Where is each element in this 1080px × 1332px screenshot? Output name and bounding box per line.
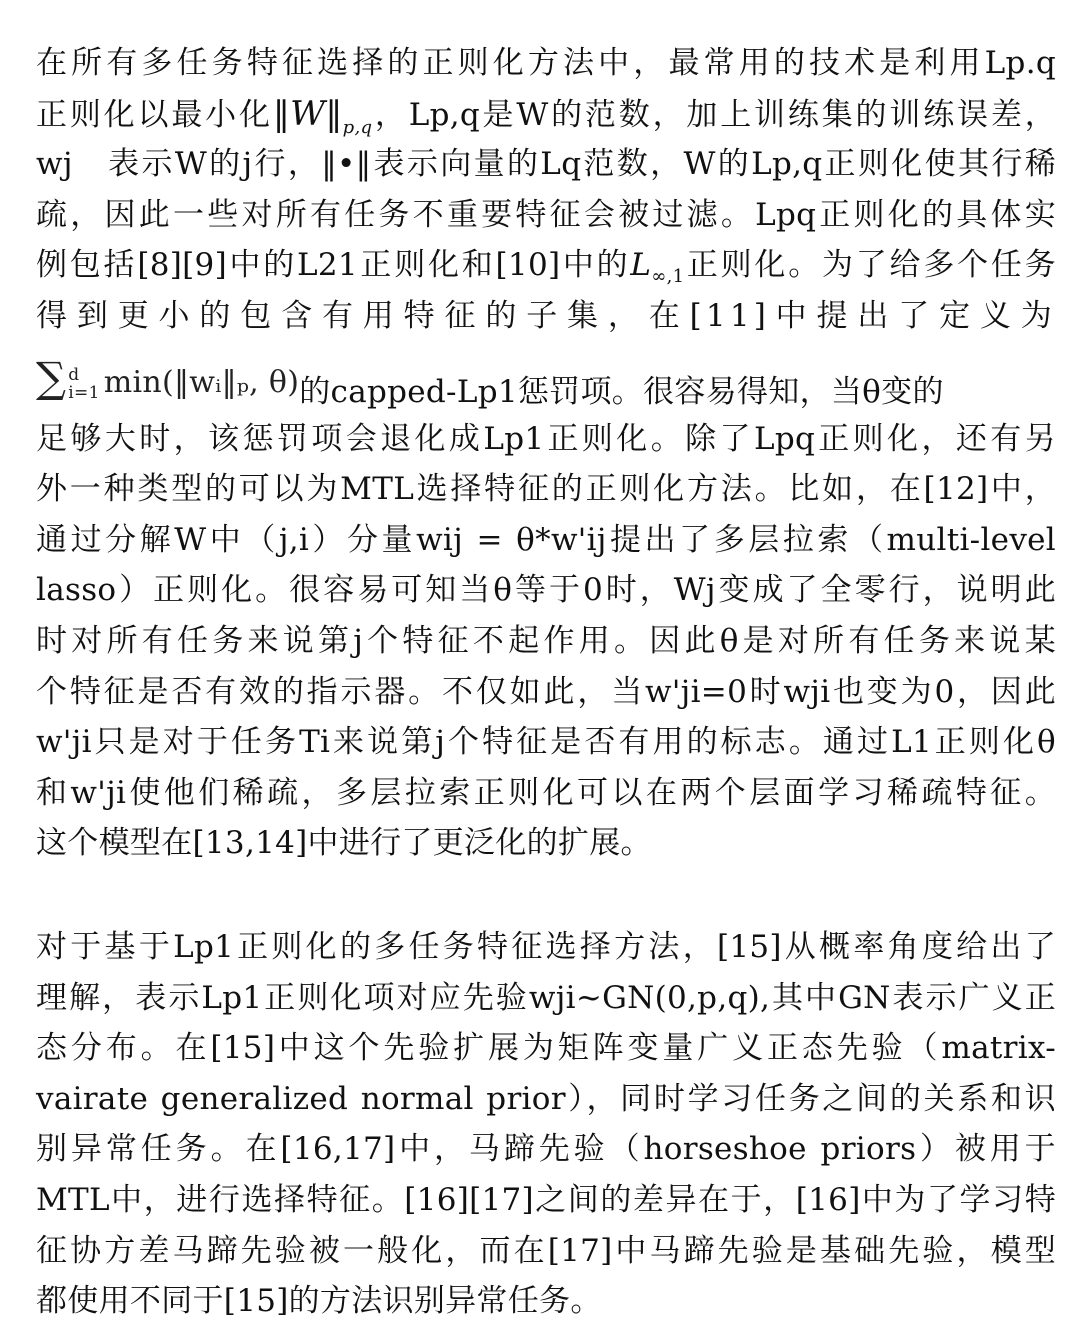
linf-formula	[630, 247, 685, 288]
text-line: 通过分解W中（j,i）分量wij = θ*w'ij提出了多层拉索（multi-level	[36, 521, 1056, 558]
text-line: 对于基于Lp1正则化的多任务特征选择方法，[15]从概率角度给出了	[36, 929, 1056, 965]
sum-formula	[36, 352, 300, 403]
text-line: 都使用不同于[15]的方法识别异常任务。	[36, 1283, 602, 1320]
text-fragment: ，Lp,q是W的范数，加上训练集的训练误差，	[372, 96, 1056, 133]
sigma-symbol: ∑	[36, 352, 67, 402]
text-fragment: 的capped-Lp1惩罚项。很容易得知，当θ变的	[299, 373, 944, 410]
text-line: 态分布。在[15]中这个先验扩展为矩阵变量广义正态先验（matrix-	[36, 1030, 1056, 1067]
text-line: wj 表示W的j行，‖•‖表示向量的Lq范数，W的Lp,q正则化使其行稀	[36, 146, 1056, 183]
paragraph-1	[36, 38, 1056, 869]
paragraph-2	[36, 922, 1056, 1327]
text-line	[36, 89, 1056, 140]
text-line: 在所有多任务特征选择的正则化方法中，最常用的技术是利用Lp.q	[36, 45, 1056, 81]
norm-subscript: p,q	[342, 116, 373, 138]
sum-lower-limit: i=1	[68, 382, 100, 403]
text-line: 这个模型在[13,14]中进行了更泛化的扩展。	[36, 825, 652, 862]
sum-limits	[68, 366, 99, 402]
text-line: 理解，表示Lp1正则化项对应先验wji~GN(0,p,q),其中GN表示广义正	[36, 979, 1056, 1016]
text-line: 足够大时，该惩罚项会退化成Lp1正则化。除了Lpq正则化，还有另	[36, 420, 1056, 457]
norm-formula	[272, 93, 373, 138]
text-line: 和w'ji使他们稀疏，多层拉索正则化可以在两个层面学习稀疏特征。	[36, 774, 1056, 811]
linf-subscript: ∞,1	[651, 266, 685, 288]
text-fragment: 正则化以最小化	[36, 96, 273, 133]
text-line: 个特征是否有效的指示器。不仅如此，当w'ji=0时wji也变为0，因此	[36, 673, 1056, 710]
sum-upper-limit: d	[68, 364, 80, 385]
text-line: vairate generalized normal prior），同时学习任务之间的关系和识	[36, 1080, 1056, 1117]
text-line: 征协方差马蹄先验被一般化，而在[17]中马蹄先验是基础先验，模型	[36, 1232, 1056, 1269]
norm-symbol: ‖W‖	[272, 93, 343, 134]
text-line: 得到更小的包含有用特征的子集，在[11]中提出了定义为	[36, 297, 1056, 334]
text-line: 别异常任务。在[16,17]中，马蹄先验（horseshoe priors）被用于	[36, 1131, 1056, 1168]
text-line: 时对所有任务来说第j个特征不起作用。因此θ是对所有任务来说某	[36, 622, 1056, 659]
text-fragment: 正则化。为了给多个任务	[684, 247, 1056, 284]
linf-symbol: L	[630, 247, 652, 284]
text-line: 疏，因此一些对所有任务不重要特征会被过滤。Lpq正则化的具体实	[36, 196, 1056, 233]
text-fragment: 例包括[8][9]中的L21正则化和[10]中的	[36, 247, 631, 284]
text-line: MTL中，进行选择特征。[16][17]之间的差异在于，[16]中为了学习特	[36, 1181, 1056, 1218]
text-line	[36, 240, 1056, 291]
text-line: lasso）正则化。很容易可知当θ等于0时，Wj变成了全零行，说明此	[36, 572, 1056, 609]
text-line: 外一种类型的可以为MTL选择特征的正则化方法。比如，在[12]中，	[36, 471, 1056, 508]
text-line	[36, 342, 1056, 414]
sum-body: min(‖wᵢ‖ₚ, θ)	[103, 364, 300, 400]
text-line: w'ji只是对于任务Ti来说第j个特征是否有用的标志。通过L1正则化θ	[36, 724, 1056, 761]
